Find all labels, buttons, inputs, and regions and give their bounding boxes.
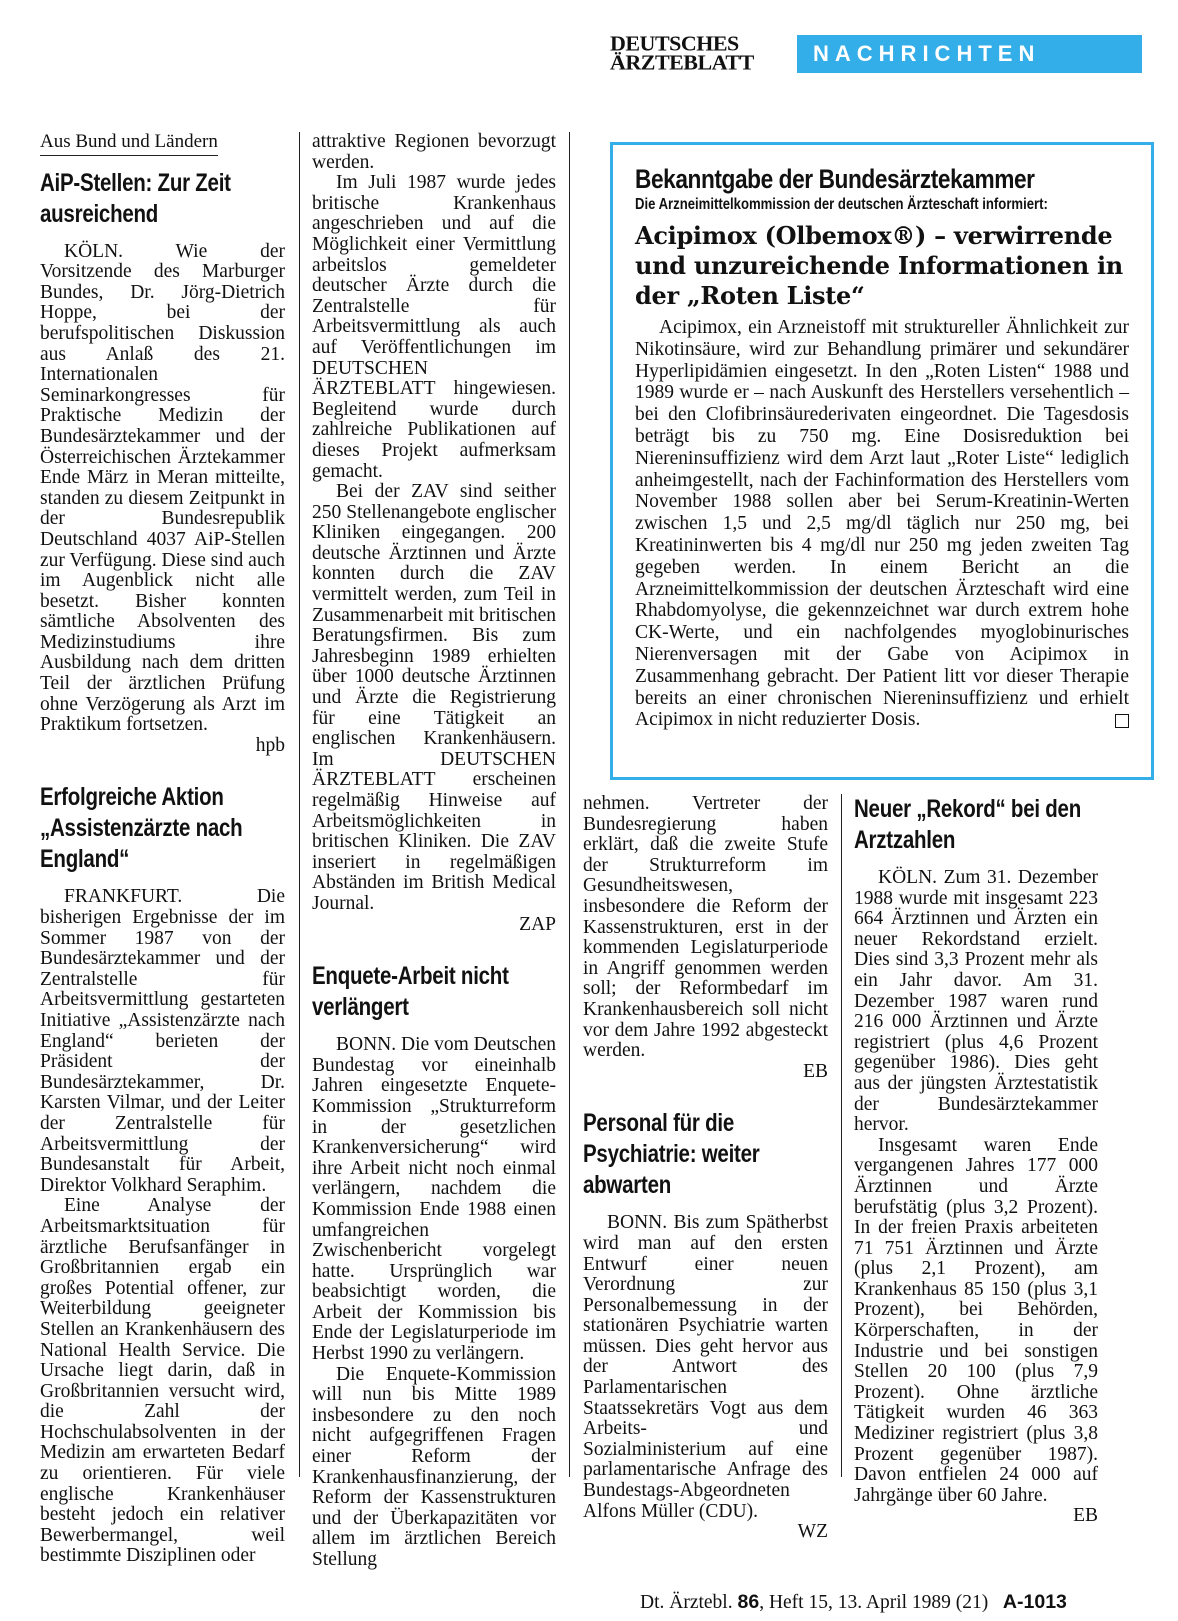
article-assistenzaerzte-para-2: Eine Analyse der Arbeitsmarktsituation für ärztliche Berufsanfänger in Großbritannien ergab ein großes Potential offener, zur Weiterbildung geeigneter Stellen an Krankenhäusern des National Health Service. Die Ursache liegt darin, daß in Großbritannien versucht wird, die Zahl der Hochschulabsolventen in der Medizin am erwarteten Bedarf zu orientieren. Für viele englische Krankenhäuser besteht jedoch ein relativer Bewerbermangel, weil bestimmte Disziplinen oder — [40, 1195, 285, 1567]
article-psychiatrie-body: BONN. Bis zum Spätherbst wird man auf den ersten Entwurf einer neuen Verordnung zur Personalbemessung in der stationären Psychiatrie warten müssen. Dies geht hervor aus der Antwort des Parlamentarischen Staatssekretärs Vogt aus dem Arbeits- und Sozialministerium auf eine parlamentarische Anfrage des Bundestags-Abgeordneten Alfons Müller (CDU). — [583, 1212, 828, 1522]
journal-logo — [610, 31, 754, 75]
article-assistenzaerzte-para-4: Im Juli 1987 wurde jedes britische Krankenhaus angeschrieben und auf die Möglichkeit einer Vermittlung arbeitslos gemeldeter deutscher Ärzte durch die Zentralstelle für Arbeitsvermittlung als auch auf Veröffentlichungen im DEUTSCHEN ÄRZTEBLATT hingewiesen. Begleitend wurde durch zahlreiche Publikationen auf dieses Projekt aufmerksam gemacht. — [312, 172, 556, 482]
notice-box — [610, 142, 1154, 780]
column-rule-3 — [841, 794, 842, 1477]
column-rule-2 — [569, 132, 570, 1477]
headline-rekord: Neuer „Rekord“ bei den Arztzahlen — [854, 795, 1081, 854]
notice-body — [635, 317, 1129, 731]
footer-volume: 86 — [737, 1591, 760, 1613]
notice-title: Bekanntgabe der Bundesärztekammer — [635, 164, 1035, 194]
section-kicker: Aus Bund und Ländern — [40, 132, 218, 156]
article-assistenzaerzte-para-5: Bei der ZAV sind seither 250 Stellenangebote englischer Kliniken eingegangen. 200 deutsche Ärztinnen und Ärzte konnten durch die ZAV vermittelt werden, zum Teil in Zusammenarbeit mit britischen Beratungsfirmen. Bis zum Jahresbeginn 1989 erhielten über 1000 deutsche Ärztinnen und Ärzte die Registrierung für eine Tätigkeit an englischen Krankenhäusern. Im DEUTSCHEN ÄRZTEBLATT erscheinen regelmäßig Hinweise auf Arbeitsmöglichkeiten in britischen Kliniken. Die ZAV inseriert in regelmäßigen Abständen im British Medical Journal. — [312, 481, 556, 914]
page-footer — [640, 1591, 1067, 1614]
article-enquete-para-1: BONN. Die vom Deutschen Bundestag vor eineinhalb Jahren eingesetzte Enquete-Kommission „Strukturreform in der gesetzlichen Krankenversicherung“ wird ihre Arbeit nicht noch einmal verlängern, nachdem die Kommission Ende 1988 einen umfangreichen Zwischenbericht vorgelegt hatte. Ursprünglich war beabsichtigt worden, die Arbeit der Kommission bis Ende der Legislaturperiode im Herbst 1990 zu verlängern. — [312, 1034, 556, 1365]
article-rekord-para-1: KÖLN. Zum 31. Dezember 1988 wurde mit insgesamt 223 664 Ärztinnen und Ärzten ein neuer Rekordstand erzielt. Dies sind 3,3 Prozent mehr als ein Jahr davor. Am 31. Dezember 1987 waren rund 216 000 Ärztinnen und Ärzte registriert (plus 4,6 Prozent gegenüber 1986). Dies geht aus der jüngsten Ärztestatistik der Bundesärztekammer hervor. — [854, 867, 1098, 1136]
notice-subtitle: Die Arzneimittelkommission der deutschen Ärzteschaft informiert: — [635, 196, 1048, 213]
headline-enquete: Enquete-Arbeit nicht verlängert — [312, 962, 509, 1022]
notice-body-text: Acipimox, ein Arzneistoff mit struktureller Ähnlichkeit zur Nikotinsäure, wird zur Behandlung primärer und sekundärer Hyperlipidämien eingesetzt. In den „Roten Listen“ 1988 und 1989 wurde er – nach Auskunft des Herstellers versehentlich – bei den Clofibrinsäurederivaten eingeordnet. Die Tagesdosis beträgt bis zu 750 mg. Eine Dosisreduktion bei Niereninsuffizienz wird dem Arzt laut „Roter Liste“ lediglich anheimgestellt, nach der Fachinformation des Herstellers vom November 1988 sollen aber bei Serum-Kreatinin-Werten zwischen 1,5 und 2,5 mg/dl täglich nur 250 mg, bei Kreatininwerten bis 4 mg/dl nur 250 mg jeden zweiten Tag gegeben werden. In einem Bericht an die Arzneimittelkommission der deutschen Ärzteschaft wird eine Rhabdomyolyse, die gekennzeichnet war durch extrem hohe CK-Werte, und ein nachfolgendes myoglobinurisches Nierenversagen mit der Gabe von Acipimox in Zusammenhang gebracht. Der Patient litt vor dieser Therapie bereits an einer chronischen Niereninsuffizienz und erhielt Acipimox in nicht reduzierter Dosis. — [635, 317, 1129, 731]
article-enquete-para-3: nehmen. Vertreter der Bundesregierung haben erklärt, daß die zweite Stufe der Strukturreform im Gesundheitswesen, insbesondere die Reform der Kassenstrukturen, erst in der kommenden Legislaturperiode in Angriff genommen werden soll; der Reformbedarf im Krankenhausbereich soll nicht vor dem Jahre 1992 abgesteckt werden. — [583, 793, 828, 1062]
headline-assistenzaerzte: Erfolgreiche Aktion „Assistenzärzte nach England“ — [40, 783, 243, 874]
column-1 — [40, 132, 285, 1567]
article-assistenzaerzte-signature: ZAP — [519, 913, 556, 935]
article-aip-signature: hpb — [255, 734, 285, 756]
section-band: NACHRICHTEN — [797, 35, 1142, 73]
article-psychiatrie-signature: WZ — [797, 1521, 828, 1543]
article-assistenzaerzte-para-1: FRANKFURT. Die bisherigen Ergebnisse der im Sommer 1987 von der Bundesärztekammer und der Zentralstelle für Arbeitsvermittlung gestarteten Initiative „Assistenzärzte nach England“ berieten der Präsident der Bundesärztekammer, Dr. Karsten Vilmar, und der Leiter der Zentralstelle für Arbeitsvermittlung der Bundesanstalt für Arbeit, Direktor Volkhard Seraphim. — [40, 886, 285, 1196]
article-rekord-para-2: Insgesamt waren Ende vergangenen Jahres 177 000 Ärztinnen und Ärzte berufstätig (plus 3,2 Prozent). In der freien Praxis arbeiteten 71 751 Ärztinnen und Ärzte (plus 2,1 Prozent), am Krankenhaus 85 150 (plus 3,1 Prozent), bei Behörden, Körperschaften, in der Industrie und bei sonstigen Stellen 20 100 (plus 7,9 Prozent). Ohne ärztliche Tätigkeit wurden 46 363 Mediziner registriert (plus 3,8 Prozent gegenüber 1987). Davon entfielen 24 000 auf Jahrgänge über 60 Jahre. — [854, 1134, 1098, 1506]
footer-page-number: A-1013 — [1002, 1591, 1067, 1613]
column-rule-1 — [299, 132, 300, 1477]
logo-line-1: DEUTSCHES — [610, 31, 739, 56]
headline-aip-stellen: AiP-Stellen: Zur Zeit ausreichend — [40, 168, 231, 228]
footer-journal: Dt. Ärztebl. — [640, 1592, 733, 1613]
article-assistenzaerzte-para-3: attraktive Regionen bevorzugt werden. — [312, 131, 556, 173]
logo-line-2: ÄRZTEBLATT — [610, 50, 754, 75]
article-enquete-signature: EB — [803, 1060, 828, 1082]
column-4 — [854, 794, 1098, 1527]
end-mark-icon — [1115, 714, 1129, 728]
column-2 — [312, 132, 556, 1571]
headline-psychiatrie: Personal für die Psychiatrie: weiter abwarten — [583, 1109, 760, 1200]
notice-headline: Acipimox (Olbemox®) – verwirrende und unzureichende Informationen in der „Roten Liste“ — [635, 221, 1123, 310]
column-3 — [583, 794, 828, 1543]
footer-issue: , Heft 15, 13. April 1989 (21) — [759, 1592, 989, 1613]
article-rekord-signature: EB — [1073, 1505, 1098, 1527]
article-aip-body: KÖLN. Wie der Vorsitzende des Marburger Bundes, Dr. Jörg-Dietrich Hoppe, bei der berufspolitischen Diskussion aus Anlaß des 21. Internationalen Seminarkongresses für Praktische Medizin der Bundesärztekammer und der Österreichischen Ärztekammer Ende März in Meran mitteilte, standen zu diesem Zeitpunkt in der Bundesrepublik Deutschland 4037 AiP-Stellen zur Verfügung. Diese sind auch im Augenblick nicht alle besetzt. Bisher konnten sämtliche Absolventen des Medizinstudiums ihre Ausbildung nach dem dritten Teil der ärztlichen Prüfung ohne Verzögerung als Arzt im Praktikum fortsetzen. — [40, 240, 285, 736]
article-enquete-para-2: Die Enquete-Kommission will nun bis Mitte 1989 insbesondere zu den noch nicht aufgegriffenen Fragen einer Reform der Krankenhausfinanzierung, der Reform der Kassenstrukturen und der Überkapazitäten vor allem im ärztlichen Bereich Stellung — [312, 1363, 556, 1570]
